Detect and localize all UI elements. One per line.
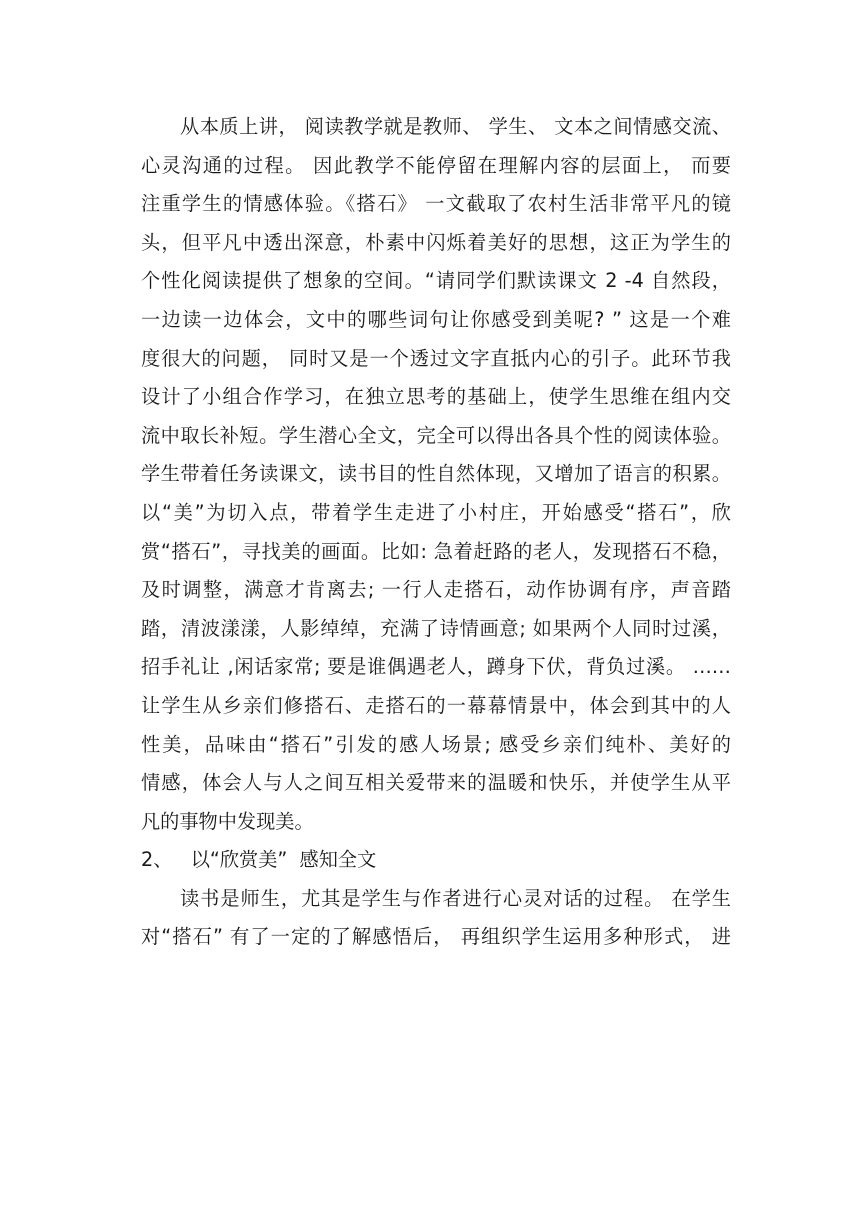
text-line-19: 凡的事物中发现美。 (141, 809, 314, 833)
section-heading: 2、 以“欣赏美” 感知全文 (141, 848, 377, 872)
body-text (141, 108, 731, 957)
text-line-13: 及时调整，满意才肯离去; 一行人走搭石，动作协调有序，声音踏 (141, 578, 731, 602)
text-line-17: 性美，品味由“搭石”引发的感人场景; 感受乡亲们纯朴、美好的 (141, 732, 731, 756)
text-line-16: 让学生从乡亲们修搭石、走搭石的一幕幕情景中，体会到其中的人 (141, 693, 731, 717)
text-line-4: 头，但平凡中透出深意，朴素中闪烁着美好的思想，这正为学生的 (141, 230, 731, 254)
text-line-18: 情感，体会人与人之间互相关爱带来的温暖和快乐，并使学生从平 (141, 771, 731, 795)
text-line-12: 赏“搭石”，寻找美的画面。比如: 急着赶路的老人，发现搭石不稳， (141, 539, 731, 563)
text-line-15: 招手礼让 ,闲话家常; 要是谁偶遇老人，蹲身下伏，背负过溪。 …… (141, 655, 731, 679)
text-line-7: 度很大的问题， 同时又是一个透过文字直抵内心的引子。此环节我 (141, 346, 731, 370)
text-line-22: 对“搭石” 有了一定的了解感悟后， 再组织学生运用多种形式， 进 (141, 925, 731, 949)
text-line-14: 踏，清波漾漾，人影绰绰，充满了诗情画意; 如果两个人同时过溪， (141, 616, 731, 640)
text-line-6: 一边读一边体会，文中的哪些词句让你感受到美呢? ” 这是一个难 (141, 307, 731, 331)
text-line-2: 心灵沟通的过程。 因此教学不能停留在理解内容的层面上， 而要 (141, 153, 731, 177)
text-line-5: 个性化阅读提供了想象的空间。“请同学们默读课文 2 -4 自然段， (141, 269, 731, 293)
text-line-11: 以“美”为切入点，带着学生走进了小村庄，开始感受“搭石”，欣 (141, 500, 731, 524)
text-line-9: 流中取长补短。学生潜心全文，完全可以得出各具个性的阅读体验。 (141, 423, 731, 447)
text-line-8: 设计了小组合作学习，在独立思考的基础上，使学生思维在组内交 (141, 385, 731, 409)
text-line-21: 读书是师生，尤其是学生与作者进行心灵对话的过程。 在学生 (180, 886, 731, 910)
text-line-1: 从本质上讲， 阅读教学就是教师、 学生、 文本之间情感交流、 (180, 115, 731, 138)
text-line-10: 学生带着任务读课文，读书目的性自然体现，又增加了语言的积累。 (141, 462, 731, 486)
text-line-3: 注重学生的情感体验。《搭石》 一文截取了农村生活非常平凡的镜 (141, 192, 731, 216)
